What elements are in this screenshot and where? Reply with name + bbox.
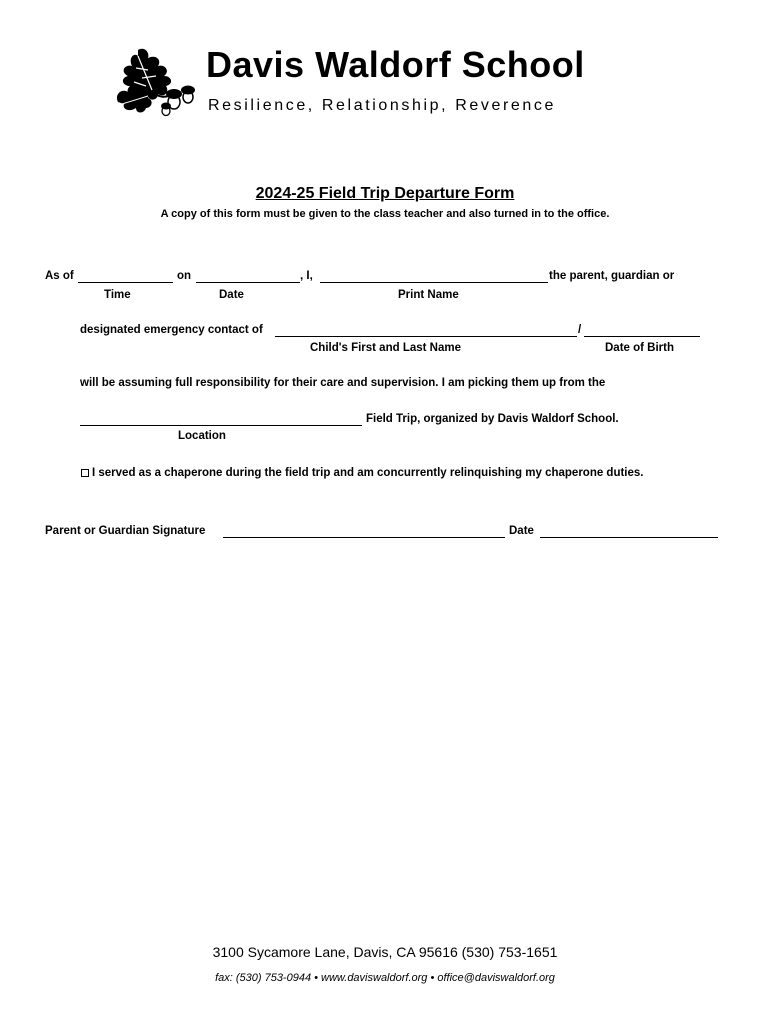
location-field[interactable] <box>80 425 362 426</box>
form-subtitle: A copy of this form must be given to the class teacher and also turned in to the office. <box>160 208 610 220</box>
footer-address: 3100 Sycamore Lane, Davis, CA 95616 (530) 753-1651 <box>212 944 558 960</box>
slash-text: / <box>578 324 582 336</box>
time-label: Time <box>104 289 131 301</box>
chaperone-checkbox[interactable] <box>81 469 89 477</box>
date-field[interactable] <box>196 282 300 283</box>
school-motto: Resilience, Relationship, Reverence <box>208 97 557 114</box>
field-trip-text: Field Trip, organized by Davis Waldorf School. <box>366 413 619 425</box>
as-of-text: As of <box>45 270 74 282</box>
emergency-contact-text: designated emergency contact of <box>80 324 263 336</box>
child-name-label: Child's First and Last Name <box>310 342 461 354</box>
signature-date-label: Date <box>509 525 534 537</box>
date-of-birth-field[interactable] <box>584 336 700 337</box>
time-field[interactable] <box>78 282 173 283</box>
signature-label: Parent or Guardian Signature <box>45 525 206 537</box>
form-title-text: 2024-25 Field Trip Departure Form <box>255 185 515 202</box>
school-name: Davis Waldorf School <box>206 44 585 85</box>
signature-date-field[interactable] <box>540 537 718 538</box>
on-text: on <box>177 270 192 282</box>
footer-contact: fax: (530) 753-0944 • www.daviswaldorf.org • office@daviswaldorf.org <box>215 972 555 984</box>
parent-guardian-text: the parent, guardian or <box>549 270 675 282</box>
chaperone-checkbox-label: I served as a chaperone during the field trip and am concurrently relinquishing my chaperone duties. <box>92 467 644 479</box>
comma-i-text: , I, <box>300 270 313 282</box>
form-title <box>0 185 770 203</box>
date-of-birth-label: Date of Birth <box>605 342 674 354</box>
print-name-field[interactable] <box>320 282 548 283</box>
responsibility-text: will be assuming full responsibility for their care and supervision. I am picking them up from the <box>80 377 606 389</box>
date-label: Date <box>219 289 244 301</box>
child-name-field[interactable] <box>275 336 577 337</box>
print-name-label: Print Name <box>398 289 459 301</box>
oak-leaf-acorn-logo-icon <box>108 42 208 120</box>
location-label: Location <box>178 430 226 442</box>
signature-field[interactable] <box>223 537 505 538</box>
